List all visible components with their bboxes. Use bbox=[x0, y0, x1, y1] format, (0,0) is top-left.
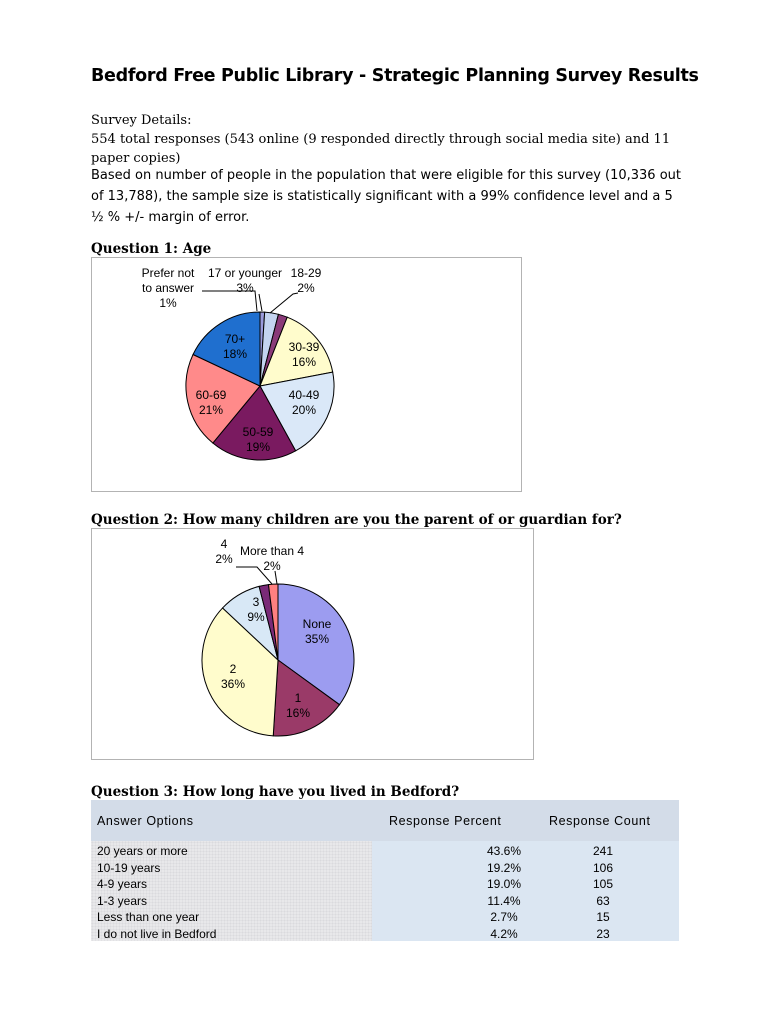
slice-label-18-29: 18-29 2% bbox=[290, 266, 322, 295]
slice-label-60-69: 60-69 21% bbox=[195, 388, 227, 417]
response-count-cell: 15 bbox=[596, 910, 610, 925]
question3-heading: Question 3: How long have you lived in Bedford? bbox=[91, 784, 460, 800]
survey-responses-text: 554 total responses (543 online (9 responded directly through social media site) and 11 paper copies) bbox=[91, 132, 671, 166]
question1-heading: Question 1: Age bbox=[91, 241, 212, 257]
age-pie-chart bbox=[91, 257, 522, 492]
answer-option-cell: 20 years or more bbox=[97, 844, 188, 858]
response-percent-cell: 2.7% bbox=[490, 910, 518, 925]
slice-label-50-59: 50-59 19% bbox=[242, 425, 274, 454]
page-title: Bedford Free Public Library - Strategic Planning Survey Results bbox=[91, 66, 699, 86]
response-percent-cell: 19.2% bbox=[486, 860, 522, 875]
residence-duration-table bbox=[91, 800, 679, 941]
response-percent-cell: 4.2% bbox=[490, 926, 518, 941]
sample-size-note: Based on number of people in the population that were eligible for this survey (10,336 out of 13,788), the sample size is statistically significant with a 99% confidence level and a 5 ½ % +/- margin of error. bbox=[91, 168, 682, 225]
slice-label-17-or-younger: 17 or younger 3% bbox=[207, 266, 283, 295]
slice-label-1: 1 16% bbox=[285, 691, 311, 720]
response-count-cell: 23 bbox=[596, 926, 610, 941]
response-percent-cell: 43.6% bbox=[486, 844, 522, 858]
column-header-answer-options: Answer Options bbox=[97, 814, 194, 828]
children-pie-chart bbox=[91, 528, 534, 760]
slice-label-none: None 35% bbox=[302, 617, 332, 646]
slice-label-30-39: 30-39 16% bbox=[288, 340, 320, 369]
answer-option-cell: 1-3 years bbox=[97, 893, 148, 908]
slice-label-3: 3 9% bbox=[247, 595, 265, 624]
survey-details-heading: Survey Details: bbox=[91, 113, 192, 128]
age-pie-svg bbox=[92, 258, 521, 491]
table-header bbox=[91, 800, 679, 841]
response-count-cell: 63 bbox=[596, 893, 610, 908]
leader-line bbox=[259, 294, 262, 311]
column-header-response-percent: Response Percent bbox=[389, 814, 502, 828]
answer-option-cell: 10-19 years bbox=[97, 860, 161, 875]
children-pie-svg bbox=[92, 529, 533, 759]
slice-label-prefer-not-to-answer: Prefer not to answer 1% bbox=[141, 266, 195, 310]
answer-option-cell: I do not live in Bedford bbox=[97, 926, 217, 941]
answer-option-cell: 4-9 years bbox=[97, 877, 148, 892]
slice-label-more-than-4: More than 4 2% bbox=[239, 544, 305, 573]
answer-options-column bbox=[97, 843, 216, 943]
column-header-response-count: Response Count bbox=[549, 814, 651, 828]
response-count-column bbox=[581, 843, 625, 943]
slice-label-4: 4 2% bbox=[215, 537, 233, 566]
response-percent-cell: 19.0% bbox=[486, 877, 522, 892]
question2-heading: Question 2: How many children are you the parent of or guardian for? bbox=[91, 512, 622, 528]
response-percent-cell: 11.4% bbox=[487, 893, 521, 908]
slice-label-40-49: 40-49 20% bbox=[288, 388, 320, 417]
leader-line bbox=[270, 293, 298, 313]
answer-option-cell: Less than one year bbox=[97, 910, 200, 925]
slice-label-2: 2 36% bbox=[220, 662, 246, 691]
response-percent-column bbox=[474, 843, 534, 943]
slice-label-70-: 70+ 18% bbox=[222, 332, 248, 361]
response-count-cell: 241 bbox=[592, 844, 614, 858]
response-count-cell: 105 bbox=[592, 877, 614, 892]
response-count-cell: 106 bbox=[592, 860, 614, 875]
